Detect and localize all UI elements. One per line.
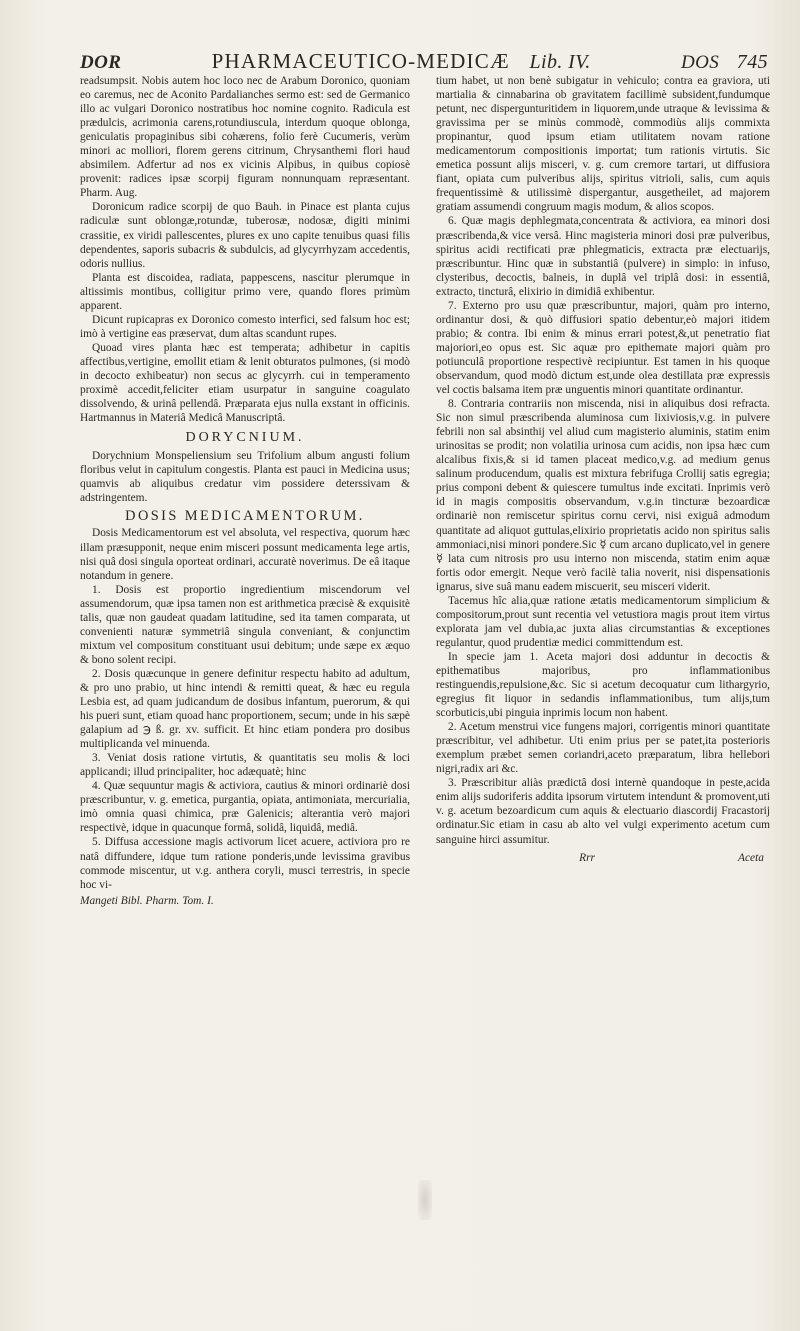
left-col-para: Quoad vires planta hæc est temperata; adhibetur in capitis affectibus,vertigine, emollit etiam & lenit obturatos pulmones, (si modò in decocto exhibeatur) non secus ac glycyrrh. cui in temperamento proximè accedit,feliciter etiam usurpatur in sanguine coagulato dissolvendo, & urinâ pellendâ. Præparata ejus nulla exstant in officinis. Hartmannus in Materiâ Medicâ Manuscriptâ.	[80, 341, 410, 425]
section-heading: DOSIS MEDICAMENTORUM.	[125, 508, 365, 525]
catchword: Aceta	[738, 851, 764, 864]
header-right	[681, 49, 768, 74]
numbered-rule: 7. Externo pro usu quæ præscribuntur, majori, quàm pro interno, ordinantur dosi, & quò diffusiori spatio debentur,eò majori itidem prabio; & contra. Ibi enim & minus errari potest,&,ut penetratio fiat majoriori,eo opus est. Sic aquæ pro epithemate majori quàm pro potiunculâ proportione respectivè recipiuntur. Est tamen in his quoque observandum, quod modò dictum est,unde olea destillata præ expressis vel coctis balsama item præ unguentis minori quantitate ordinantur.	[436, 299, 770, 397]
header-center	[212, 49, 591, 74]
numbered-rule: 2. Acetum menstrui vice fungens majori, corrigentis minori quantitate præscribitur, vel adhibetur. Uti enim prius per se patet,ita posterioris exemplum præbet semen coriandri,aceto præparatum, libra hellebori nigri,radix ari &c.	[436, 721, 770, 776]
left-col-para: Dorychnium Monspeliensium seu Trifolium album angusti folium floribus velut in capitulum congestis. Planta est pauci in Medicina usus; quamvis ab aliquibus credatur vim possidere deterssivam & adstringentem.	[80, 450, 410, 505]
right-col-para: Tacemus hîc alia,quæ ratione ætatis medicamentorum simplicium & compositorum,prout sunt recentia vel vetustiora magis prout item virtus explorata jam vel dubia,ac juxta alias circumstantias & exceptiones regulantur, quod prudentiæ medici committendum est.	[436, 594, 770, 649]
left-col-para: Doronicum radice scorpij de quo Bauh. in Pinace est planta cujus radiculæ sunt oblongæ,rotundæ, tuberosæ, nodosæ, digiti minimi crassitie, ex viridi pallescentes, plures ex uno capite tenuibus quasi filis dependentes, saporis subacris & subdulcis, ad glycyrrhyzam accedentis, odoris nullius.	[80, 201, 410, 270]
numbered-rule: 3. Veniat dosis ratione virtutis, & quantitatis seu molis & loci applicandi; illud principaliter, hoc adæquatè; hinc	[80, 752, 410, 779]
left-col-para: Planta est discoidea, radiata, pappescens, nascitur plerumque in altissimis montibus, colligitur primo vere, quando flores primùm apparent.	[80, 271, 410, 312]
running-header	[80, 44, 768, 74]
signature-line	[436, 851, 770, 865]
section-heading: DORYCNIUM.	[185, 430, 305, 446]
signature-mark: Rrr	[579, 851, 595, 864]
paper-crease	[418, 1180, 432, 1220]
right-col-para: In specie jam 1. Aceta majori dosi adduntur in decoctis & epithematibus majoribus, pro inflammationibus restinguendis,repulsione,&c. Sic si acetum decoquatur cum lithargyrio, egregius fit liquor in sedandis inflammationibus, tum alijs,tum scorbuticis,ubi pinguia inprimis locum non habent.	[436, 650, 770, 720]
numbered-rule: 2. Dosis quæcunque in genere definitur respectu habito ad adultum, & pro uno prabio, ut hinc intendi & remitti queat, & hæc eu regula Lesbia est, ad quam judicandum de dosibus infantum, puerorum, & qui his pueri sunt, etiam quoad hanc proportionem, secum; unde in his sæpè galapium ad ℈ ß. gr. xv. sufficit. Et hinc etiam pondera pro dosibus multiplicanda vel minuenda.	[80, 667, 410, 751]
numbered-rule: 3. Præscribitur aliàs prædictâ dosi internè quandoque in peste,acida enim alijs sudoriferis addita ipsorum virtutem intendunt & promovent,uti v. g. acetum bezoardicum cum aquis & electuario diascordij Fracastorij ordinatur.Sic etiam in casu ab alto vel vulgi experimento acetum cum sanguine hirci assumitur.	[436, 777, 770, 846]
footer-line	[80, 894, 410, 908]
left-col-para: Dicunt rupicapras ex Doronico comesto interfici, sed falsum hoc est; imò à vertigine eas præservat, dum altas scandunt rupes.	[80, 313, 410, 340]
page-number: 745	[736, 51, 768, 73]
left-col-para: readsumpsit. Nobis autem hoc loco nec de Arabum Doronico, quoniam eo caremus, nec de Aconito Pardalianches sermo est: sed de Germanico illo ac vulgari Doronico nostratibus hoc nomine cognito. Radicula est prædulcis, acrimonia carens,rotundiuscula, interdum quoque oblonga, geniculatis propaginibus sibi cohærens, folio ferè Cucumeris, verùm minori ac molliori, florem gerens citrinum, Chrysanthemi flori haud absimilem. Adfertur ad nos ex vicinis Alpibus, in quibus copiosè provenit: radices ipsæ scorpij figuram nonnunquam repræsentant. Pharm. Aug.	[80, 75, 410, 200]
numbered-rule: 5. Diffusa accessione magis activorum licet acuere, activiora pro re natâ diffundere, idque tum ratione ponderis,unde levissima gravibus commode miscentur, ut v.g. anthera coryli, musci terrestris, in specie hoc vi-	[80, 836, 410, 891]
header-book: Lib. IV.	[529, 51, 591, 73]
left-col-para: Dosis Medicamentorum est vel absoluta, vel respectiva, quorum hæc illam præsupponit, neque enim misceri possunt medicamenta lege artis, nisi quâ dosi singula oporteat ordinari, accuratè noverimus. De eâ itaque notandum in genere.	[80, 527, 410, 582]
numbered-rule: 4. Quæ sequuntur magis & activiora, cautius & minori ordinariè dosi præscribuntur, v. g. emetica, purgantia, opiata, antimoniata, mercurialia, imò omnia quasi chimica, præ Galenicis; alterantia verò majori respectivè, idque in quacunque formâ, solidâ, liquidâ, mediâ.	[80, 780, 410, 835]
header-title: PHARMACEUTICO-MEDICÆ	[211, 49, 510, 73]
header-left-word: DOR	[80, 52, 122, 73]
right-col-para: tium habet, ut non benè subigatur in vehiculo; contra ea graviora, uti martialia & cinnabarina ob gravitatem facillimè subsident,fundumque petunt, nec dispergunturitidem in liquorem,unde utraque & levissima & gravissima per se minùs commodè, commodiùs alijs commixta propinantur, quod ipsum etiam utilitatem novam ratione medicamentorum compositionis importat; tum rationis virtutis. Sic emetica possunt alijs misceri, v. g. cum cremore tartari, ut diffusiora fiant, opiata cum pulveribus alijs, spiritus vitrioli, salis, cum aquis frequentissimè & utilissimè dispergantur, ausgetheilet, ad majorem gratiam assumendi congruum magis modum, & alios scopos.	[436, 75, 770, 214]
footer-book-title: Mangeti Bibl. Pharm. Tom. I.	[80, 894, 214, 907]
numbered-rule: 6. Quæ magis dephlegmata,concentrata & activiora, ea minori dosi præscribenda,& vice versâ. Hinc magisteria minori dosi præ pulveribus, spiritus acidi rectificati præ phlegmaticis, extracta præ electuarijs, præscribuntur. Hinc quæ in substantiâ (pulvere) in simplo: in infuso, clysteribus, decoctis, balneis, in duplâ vel triplâ dosi: in essentiâ, extracto, tincturâ, elixirio in dimidiâ exhibentur.	[436, 215, 770, 298]
numbered-rule: 8. Contraria contrariis non miscenda, nisi in aliquibus dosi refracta. Sic non simul præscribenda aluminosa cum lixiviosis,v.g. in pulvere febrili non sal absinthij vel aliud cum magisterio aluminis, statim enim urinositas se prodit; non volatilia urinosa cum acidis, non ipsa hæc cum alcalibus fixis,& si id tamen placeat medico,v.g. ad medium genus salinum producendum, qualis est mixtura febrifuga Crollij satis egregia; prius componi debent & quiescere tumultus inde excitati. Inprimis verò id in magis compositis observandum, v.g.in tincturæ bezoardicæ ordinariè non remiscetur spiritus cornu cervi, nisi exiguâ admodum quantitate ad aliquot guttulas,elixirio proprietatis acido non spiritus salis ammoniaci,nisi minori pondere.Sic ☿ cum arcano duplicato,vel in genere ☿ lata cum nitrosis pro usu interno non miscenda, statim enim aquæ fortis odor emergit. Neque verò facilè talia noverit, nisi dispensationis ignarus, sive suâ manu eadem miscuerit, seu misceri viderit.	[436, 398, 770, 593]
numbered-rule: 1. Dosis est proportio ingredientium miscendorum vel assumendorum, quæ ipsa tamen non est arithmetica præcisè & exquisitè talis, quæ non gaudeat quadam latitudine, sed ita tamen comparata, ut convenienti naturæ symmetriâ singula conveniant, & conjunctim mixtum vel compositum constituant usui debitum; unde sæpe ex æquo & bono solent recipi.	[80, 583, 410, 666]
header-right-word: DOS	[680, 52, 720, 73]
left-column	[80, 74, 410, 908]
right-column	[436, 74, 770, 865]
